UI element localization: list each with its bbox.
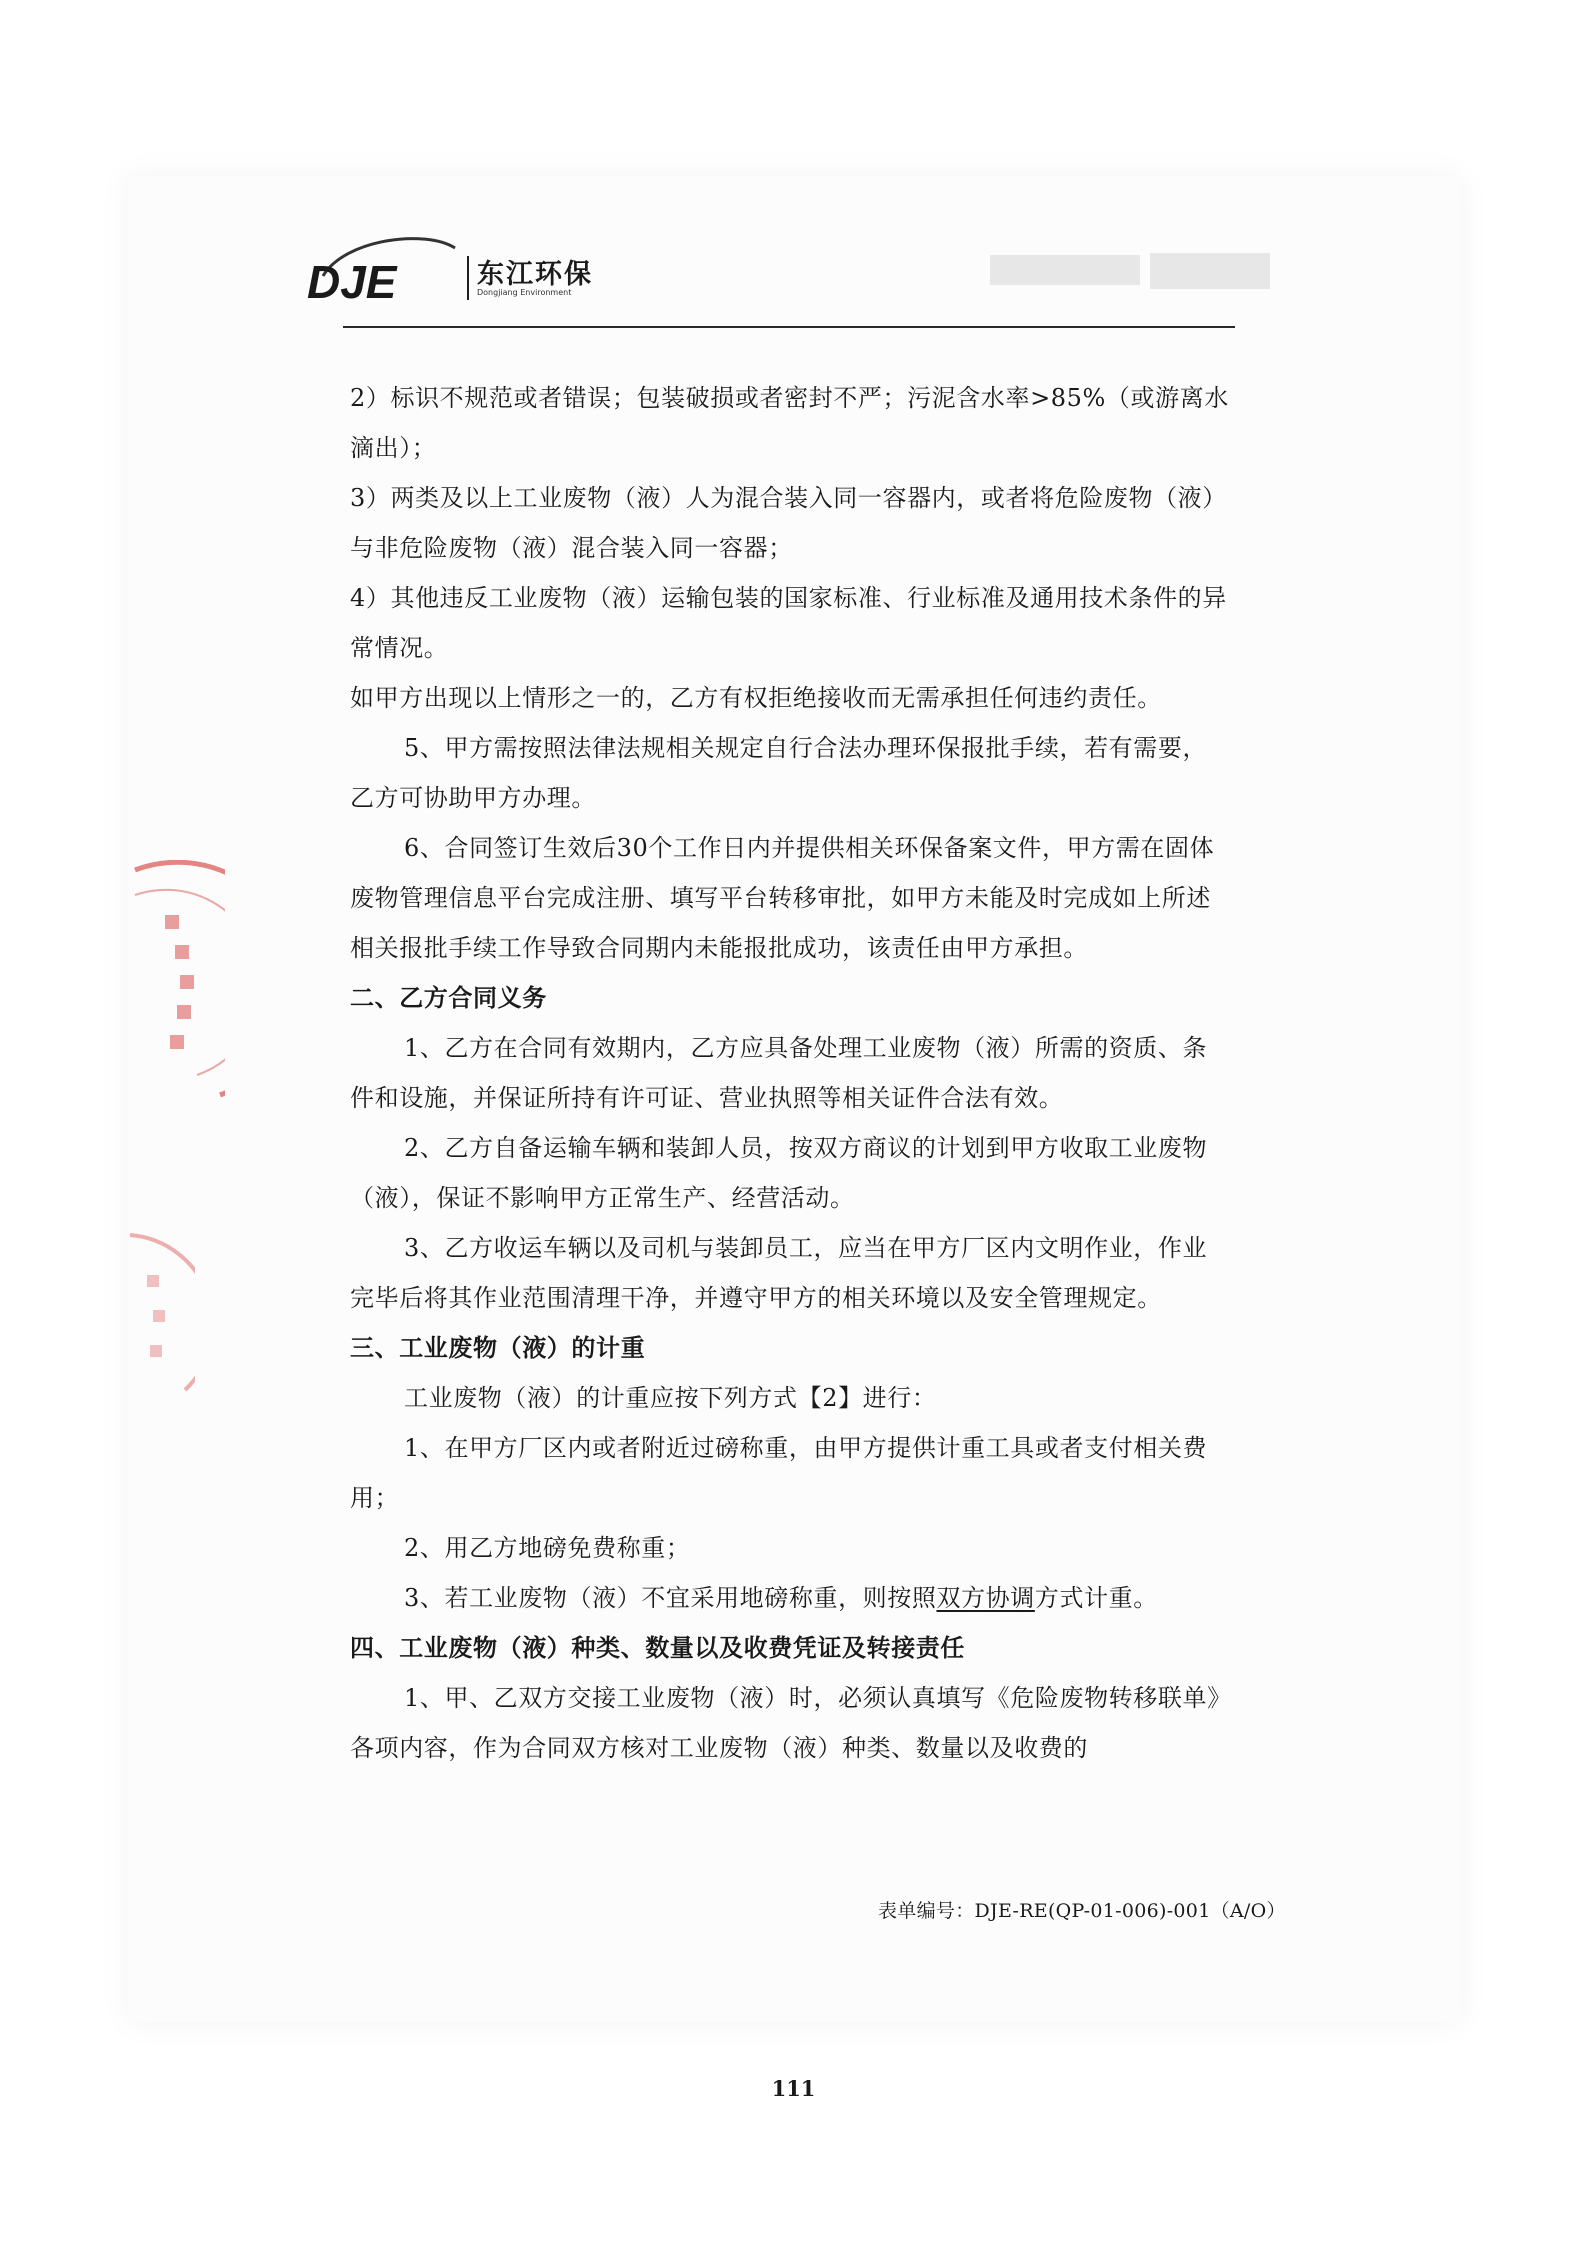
party-b-clause-1: 1、乙方在合同有效期内，乙方应具备处理工业废物（液）所需的资质、条件和设施，并保证所持有许可证、营业执照等相关证件合法有效。 (350, 1034, 1208, 1112)
logo-text: DJE (307, 256, 397, 308)
red-seal-stamp (125, 860, 225, 1105)
clause-conclusion: 如甲方出现以上情形之一的，乙方有权拒绝接收而无需承担任何违约责任。 (350, 684, 1162, 712)
clause-item-2: 2）标识不规范或者错误；包装破损或者密封不严；污泥含水率>85%（或游离水滴出）； (350, 384, 1229, 462)
weighing-option-3-pre: 3、若工业废物（液）不宜采用地磅称重，则按照 (404, 1584, 937, 1612)
form-code: 表单编号：DJE-RE(QP-01-006)-001（A/O） (878, 1900, 1286, 1922)
header-rule (343, 326, 1235, 328)
weighing-method-fill: 双方协调 (936, 1584, 1035, 1612)
section-heading-2: 二、乙方合同义务 (350, 983, 547, 1012)
document-header (305, 230, 1235, 335)
company-name: 东江环保 (477, 259, 593, 290)
company-logo (305, 234, 461, 308)
section-heading-3: 三、工业废物（液）的计重 (350, 1333, 646, 1362)
red-seal-stamp-lower (125, 1230, 195, 1400)
weighing-intro: 工业废物（液）的计重应按下列方式【2】进行： (404, 1384, 937, 1412)
contract-body (350, 373, 1230, 1773)
party-b-clause-3: 3、乙方收运车辆以及司机与装卸员工，应当在甲方厂区内文明作业，作业完毕后将其作业范围清理干净，并遵守甲方的相关环境以及安全管理规定。 (350, 1234, 1208, 1312)
logo-divider (467, 256, 469, 300)
handover-clause-1: 1、甲、乙双方交接工业废物（液）时，必须认真填写《危险废物转移联单》各项内容，作为合同双方核对工业废物（液）种类、数量以及收费的 (350, 1684, 1220, 1762)
clause-item-4: 4）其他违反工业废物（液）运输包装的国家标准、行业标准及通用技术条件的异常情况。 (350, 584, 1227, 662)
weighing-option-3 (350, 1573, 1230, 1623)
clause-item-3: 3）两类及以上工业废物（液）人为混合装入同一容器内，或者将危险废物（液）与非危险废物（液）混合装入同一容器； (350, 484, 1227, 562)
clause-5: 5、甲方需按照法律法规相关规定自行合法办理环保报批手续，若有需要，乙方可协助甲方办理。 (350, 734, 1208, 812)
section-heading-4: 四、工业废物（液）种类、数量以及收费凭证及转接责任 (350, 1633, 965, 1662)
weighing-option-3-post: 方式计重。 (1034, 1584, 1158, 1612)
company-name-en: Dongjiang Environment (477, 288, 572, 297)
weighing-option-1: 1、在甲方厂区内或者附近过磅称重，由甲方提供计重工具或者支付相关费用； (350, 1434, 1208, 1512)
clause-6: 6、合同签订生效后30个工作日内并提供相关环保备案文件，甲方需在固体废物管理信息平台完成注册、填写平台转移审批，如甲方未能及时完成如上所述相关报批手续工作导致合同期内未能报批成功，该责任由甲方承担。 (350, 834, 1215, 962)
page-number: 111 (771, 2076, 816, 2101)
weighing-option-2: 2、用乙方地磅免费称重； (404, 1534, 691, 1562)
party-b-clause-2: 2、乙方自备运输车辆和装卸人员，按双方商议的计划到甲方收取工业废物（液），保证不影响甲方正常生产、经营活动。 (350, 1134, 1208, 1212)
